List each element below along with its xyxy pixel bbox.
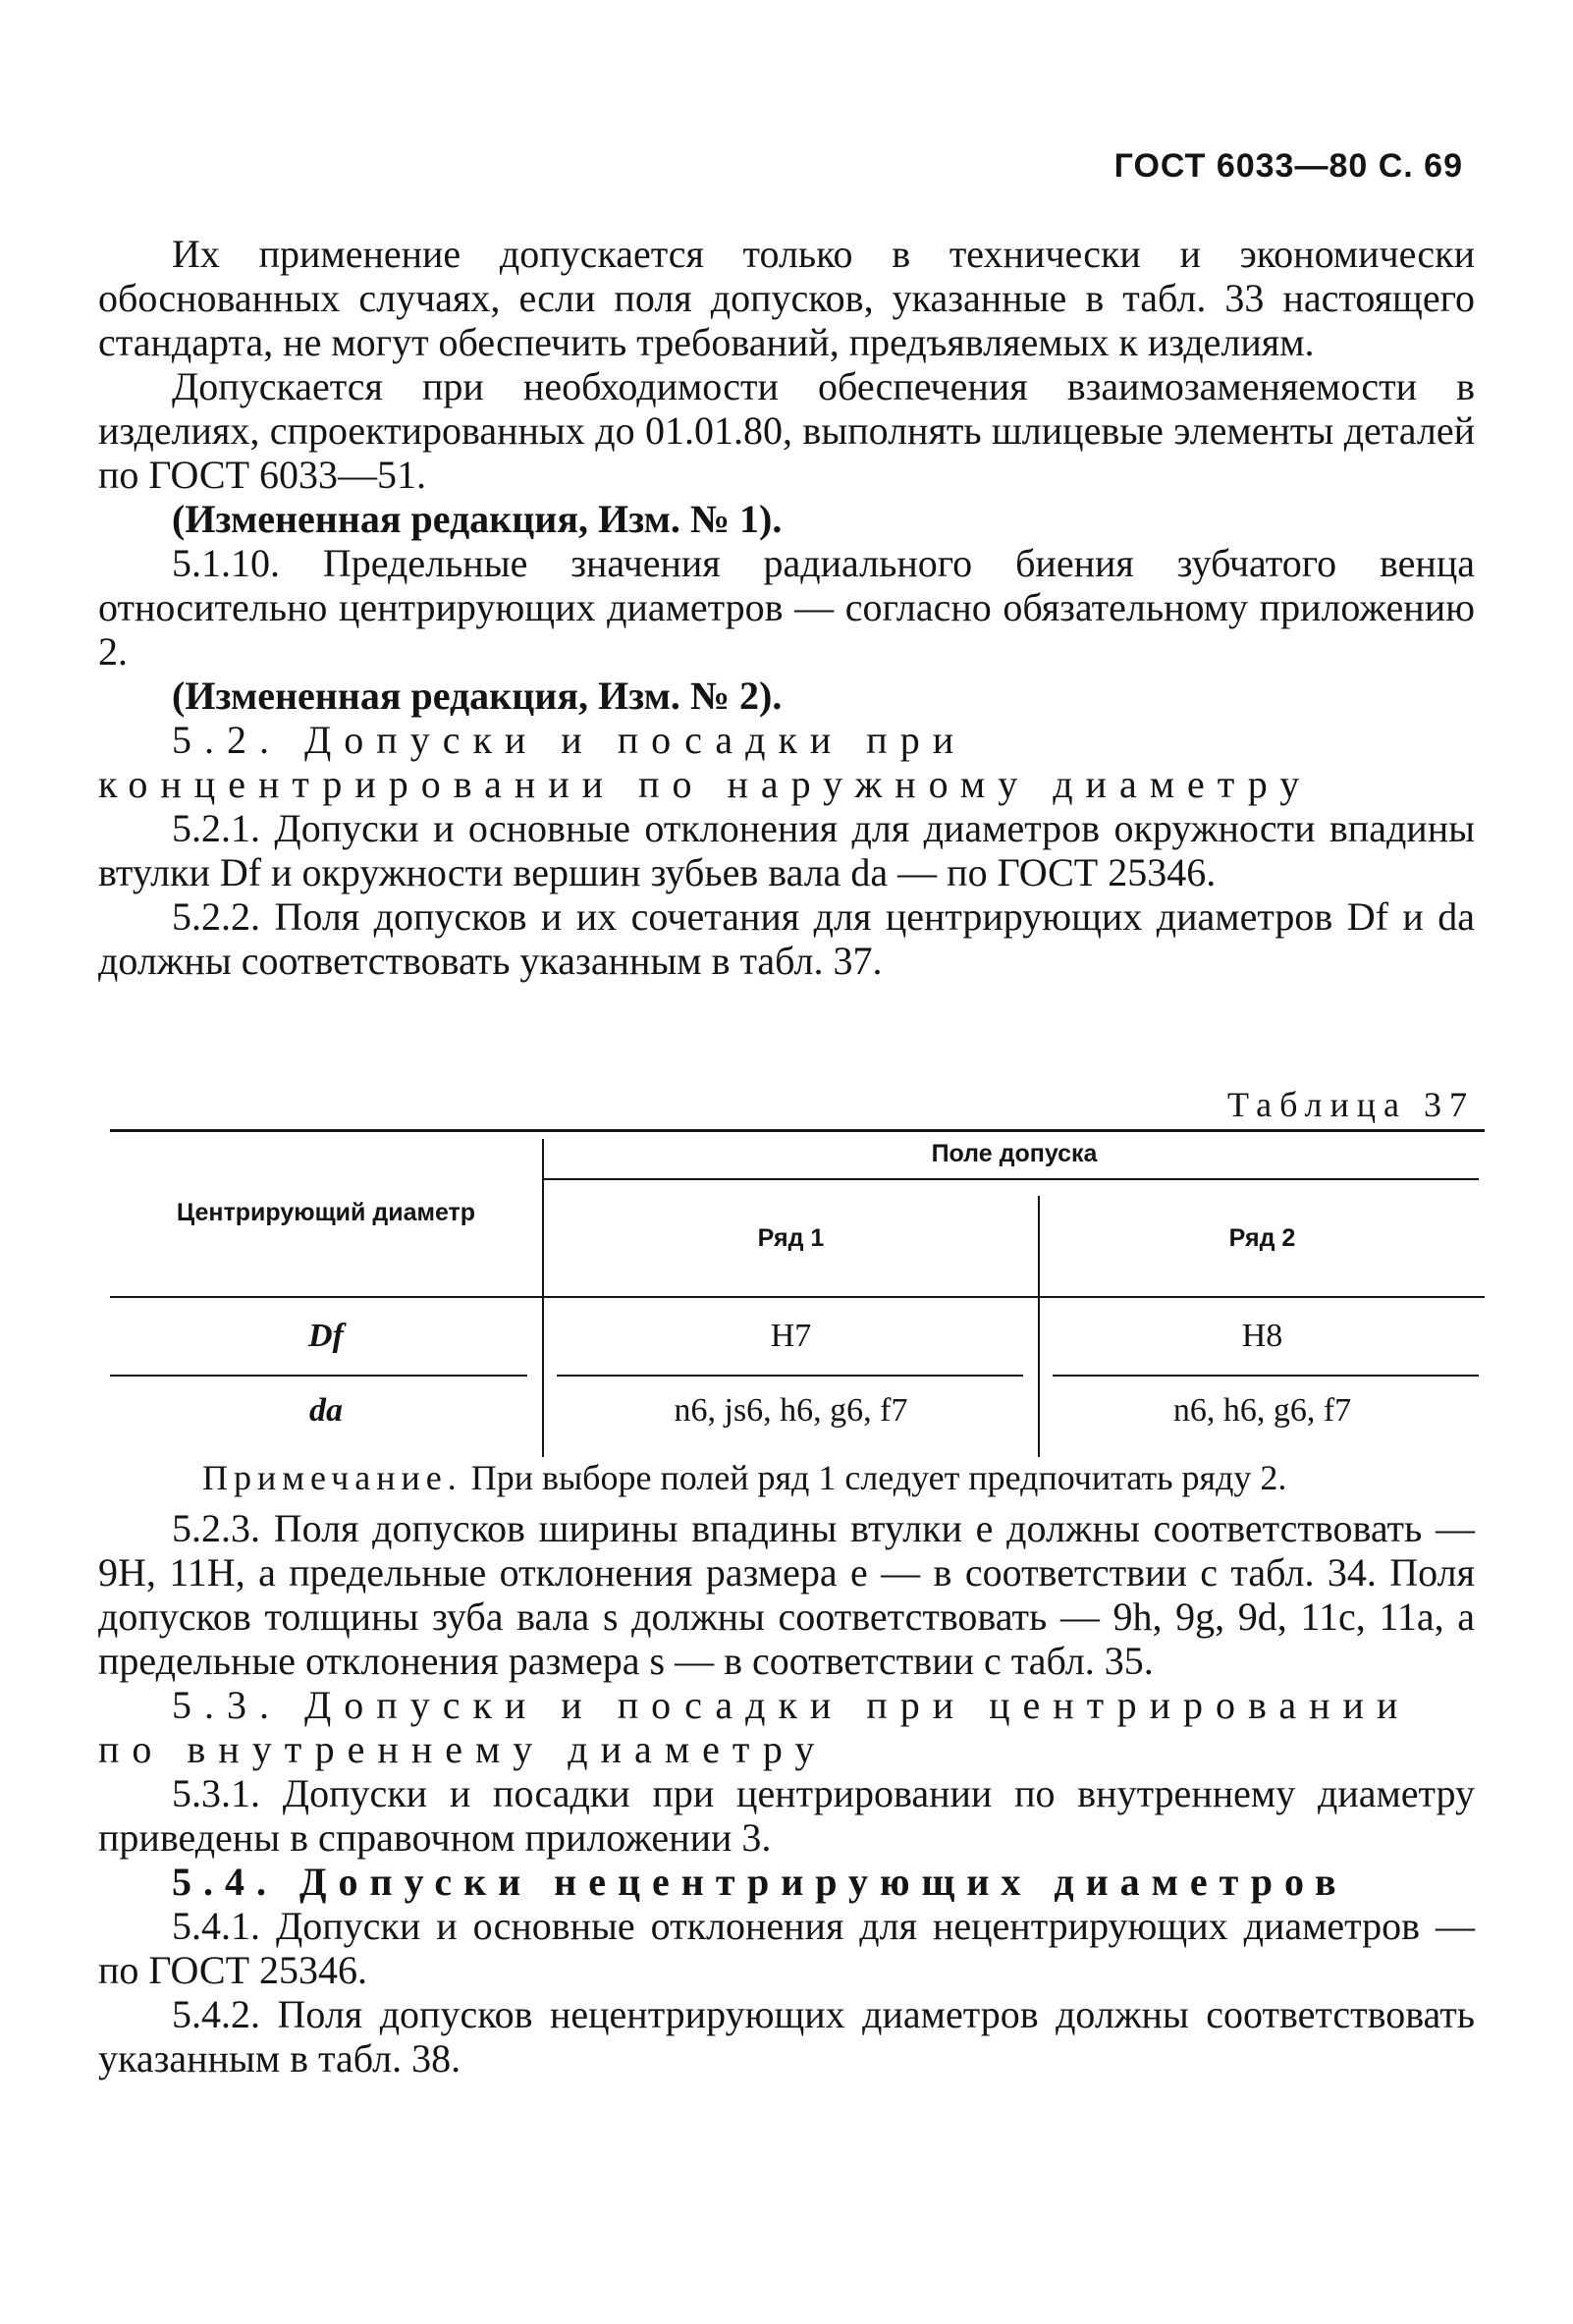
section-heading: 5.4. Допуски нецентрирующих диаметров [172, 1860, 1348, 1904]
paragraph: 5.2.2. Поля допусков и их сочетания для центрирующих диаметров Df и da должны соответствовать указанным в табл. 37. [98, 894, 1475, 983]
paragraph: Допускается при необходимости обеспечения взаимозаменяемости в изделиях, спроектированных до 01.01.80, выполнять шлицевые элементы деталей по ГОСТ 6033—51. [98, 364, 1475, 497]
paragraph: 5.2.3. Поля допусков ширины впадины втулки e должны соответствовать — 9H, 11H, а предельные отклонения размера e — в соответствии с табл. 34. Поля допусков толщины зуба вала s должны соответствовать — 9h, 9g, 9d, 11c, 11a, а предельные отклонения размера s — в соответствии с табл. 35. [98, 1506, 1475, 1683]
tolerance-table [110, 1129, 1485, 1457]
amendment-note: (Измененная редакция, Изм. № 2). [172, 674, 783, 718]
paragraph: 5.4.2. Поля допусков нецентрирующих диаметров должны соответствовать указанным в табл. 38. [98, 1992, 1475, 2081]
column-header-row2: Ряд 2 [1228, 1223, 1296, 1252]
column-group-header: Поле допуска [931, 1139, 1098, 1167]
text-block-upper [98, 232, 1475, 983]
paragraph: Их применение допускается только в технически и экономически обоснованных случаях, если поля допусков, указанные в табл. 33 настоящего стандарта, не могут обеспечить требований, предъявляемых к изделиям. [98, 232, 1475, 364]
text-block-lower [98, 1506, 1475, 2081]
column-header-diameter: Центрирующий диаметр [176, 1198, 476, 1226]
column-header-row1: Ряд 1 [757, 1223, 825, 1252]
paragraph: 5.4.1. Допуски и основные отклонения для нецентрирующих диаметров — по ГОСТ 25346. [98, 1904, 1475, 1992]
paragraph: 5.2.1. Допуски и основные отклонения для диаметров окружности впадины втулки Df и окружности вершин зубьев вала da — по ГОСТ 25346. [98, 806, 1475, 894]
table-cell-diameter: da [309, 1392, 343, 1429]
table-cell-row2: H8 [1241, 1318, 1283, 1354]
paragraph: 5.3.1. Допуски и посадки при центрировании по внутреннему диаметру приведены в справочном приложении 3. [98, 1771, 1475, 1860]
paragraph: 5.1.10. Предельные значения радиального биения зубчатого венца относительно центрирующих диаметров — согласно обязательному приложению 2. [98, 541, 1475, 674]
section-heading: 5.3. Допуски и посадки при центрировании по внутреннему диаметру [98, 1683, 1411, 1771]
note-label: Примечание. [202, 1458, 462, 1497]
table-cell-diameter: Df [308, 1318, 344, 1354]
page-header: ГОСТ 6033—80 С. 69 [1113, 147, 1463, 185]
amendment-note: (Измененная редакция, Изм. № 1). [172, 497, 783, 541]
table-cell-row1: H7 [770, 1318, 812, 1354]
table-note [202, 1457, 1479, 1498]
table-caption: Таблица 37 [1227, 1085, 1475, 1124]
table-cell-row1: n6, js6, h6, g6, f7 [674, 1392, 908, 1429]
table-cell-row2: n6, h6, g6, f7 [1172, 1392, 1352, 1429]
section-heading: 5.2. Допуски и посадки при концентрировании по наружному диаметру [98, 718, 1313, 806]
note-text: При выборе полей ряд 1 следует предпочитать ряду 2. [470, 1458, 1287, 1497]
